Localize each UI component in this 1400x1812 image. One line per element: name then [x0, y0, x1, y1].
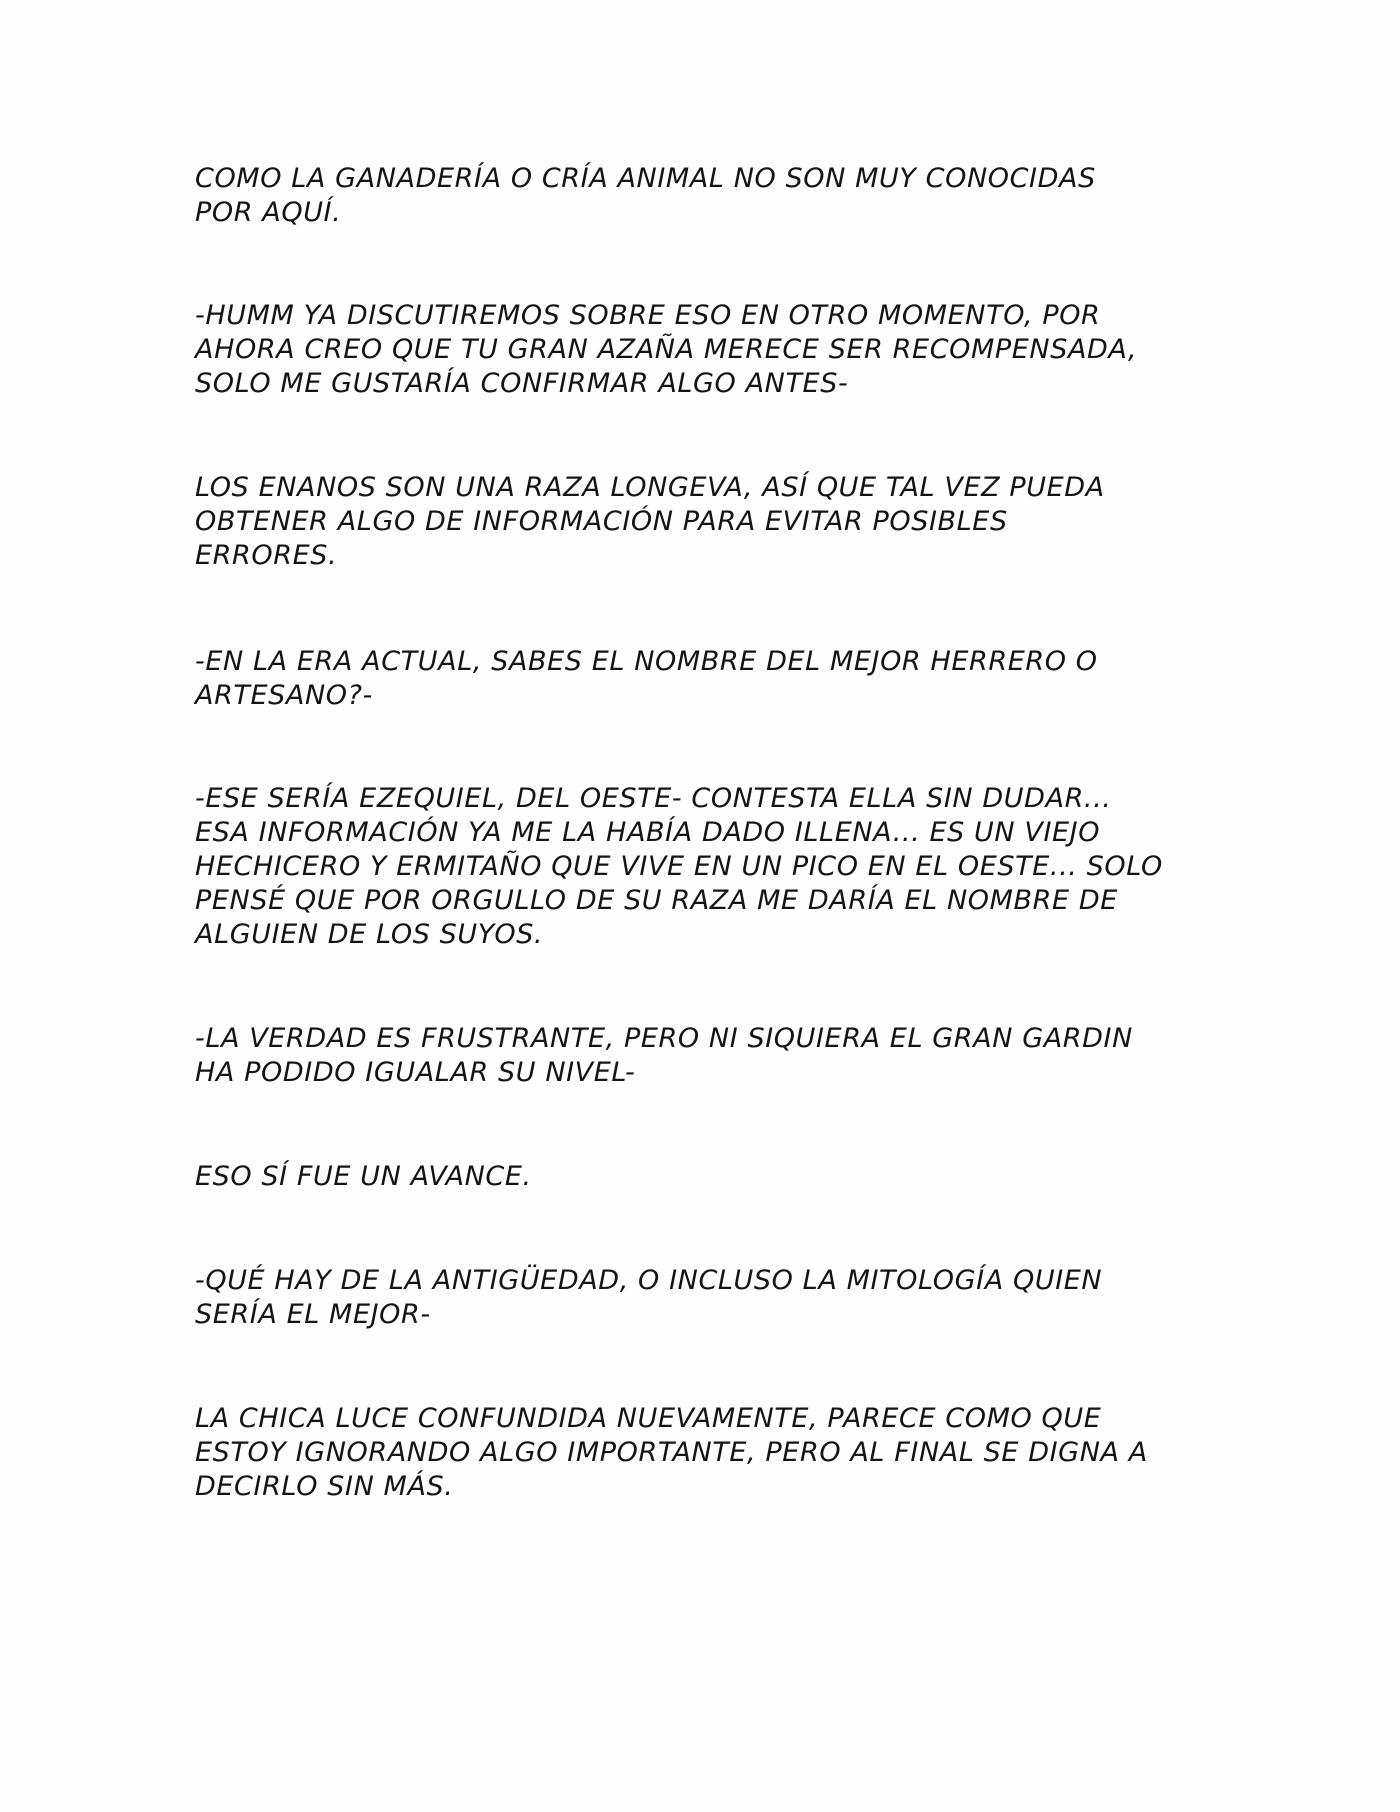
text-line: ERRORES.: [195, 540, 338, 571]
text-line: -EN LA ERA ACTUAL, SABES EL NOMBRE DEL MEJOR HERRERO O: [195, 646, 1098, 677]
paragraph-3: [195, 471, 1225, 573]
text-line: POR AQUÍ.: [195, 197, 342, 228]
text-line: ALGUIEN DE LOS SUYOS.: [195, 919, 544, 950]
text-line: COMO LA GANADERÍA O CRÍA ANIMAL NO SON MUY CONOCIDAS: [195, 163, 1096, 194]
text-line: SERÍA EL MEJOR-: [195, 1299, 431, 1330]
text-line: -HUMM YA DISCUTIREMOS SOBRE ESO EN OTRO MOMENTO, POR: [195, 300, 1101, 331]
text-line: ARTESANO?-: [195, 680, 373, 711]
paragraph-8: [195, 1264, 1225, 1332]
text-line: -QUÉ HAY DE LA ANTIGÜEDAD, O INCLUSO LA MITOLOGÍA QUIEN: [195, 1265, 1103, 1296]
text-line: AHORA CREO QUE TU GRAN AZAÑA MERECE SER RECOMPENSADA,: [195, 334, 1138, 365]
paragraph-2: [195, 299, 1225, 401]
text-line: OBTENER ALGO DE INFORMACIÓN PARA EVITAR POSIBLES: [195, 506, 1008, 537]
paragraph-1: [195, 162, 1225, 230]
paragraph-4: [195, 645, 1225, 713]
text-line: ESO SÍ FUE UN AVANCE.: [195, 1161, 532, 1192]
text-line: ESTOY IGNORANDO ALGO IMPORTANTE, PERO AL FINAL SE DIGNA A: [195, 1437, 1148, 1468]
text-line: PENSÉ QUE POR ORGULLO DE SU RAZA ME DARÍA EL NOMBRE DE: [195, 885, 1118, 916]
paragraph-7: [195, 1160, 1225, 1194]
text-line: LA CHICA LUCE CONFUNDIDA NUEVAMENTE, PARECE COMO QUE: [195, 1403, 1102, 1434]
paragraph-5: [195, 782, 1225, 952]
text-line: ESA INFORMACIÓN YA ME LA HABÍA DADO ILLENA... ES UN VIEJO: [195, 817, 1101, 848]
text-line: LOS ENANOS SON UNA RAZA LONGEVA, ASÍ QUE TAL VEZ PUEDA: [195, 472, 1105, 503]
text-line: -LA VERDAD ES FRUSTRANTE, PERO NI SIQUIERA EL GRAN GARDIN: [195, 1023, 1133, 1054]
text-line: HECHICERO Y ERMITAÑO QUE VIVE EN UN PICO EN EL OESTE... SOLO: [195, 851, 1163, 882]
text-line: DECIRLO SIN MÁS.: [195, 1471, 454, 1502]
text-line: -ESE SERÍA EZEQUIEL, DEL OESTE- CONTESTA ELLA SIN DUDAR...: [195, 783, 1112, 814]
paragraph-9: [195, 1402, 1225, 1504]
paragraph-6: [195, 1022, 1225, 1090]
text-line: HA PODIDO IGUALAR SU NIVEL-: [195, 1057, 636, 1088]
text-line: SOLO ME GUSTARÍA CONFIRMAR ALGO ANTES-: [195, 368, 849, 399]
